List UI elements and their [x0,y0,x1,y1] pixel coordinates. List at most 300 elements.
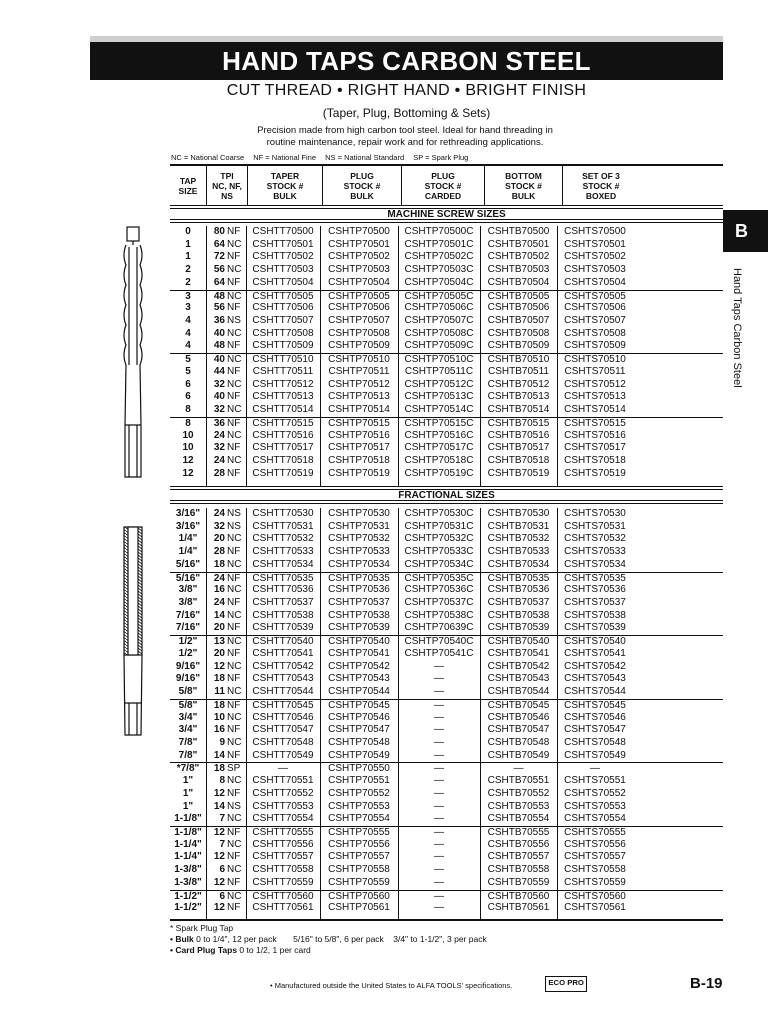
column-divider [557,508,558,919]
cell-tpi-type: NF [227,647,241,659]
cell-tpi-count: 80 [213,226,225,237]
cell-tap-size: 1/4" [178,533,198,545]
cell-taper-stock: CSHTT70508 [252,327,314,339]
cell-tpi-type: NC [227,378,242,390]
table-row [170,290,723,303]
taper-tap-illustration [118,225,148,485]
cell-tpi-count: 36 [213,315,225,327]
cell-tpi-count: 56 [213,302,225,314]
cell-tap-size: 12 [182,467,194,479]
cell-tpi [206,340,246,353]
cell-tpi-count: 48 [213,290,225,302]
cell-plug-bulk-stock: CSHTP70545 [328,699,390,711]
cell-set-stock: CSHTS70539 [564,622,626,634]
cell-tap-size: 3 [185,302,191,314]
table-row [170,839,723,852]
cell-plug-bulk-stock: CSHTP70501 [328,238,390,250]
cell-set-stock: CSHTS70532 [564,533,626,545]
cell-tpi [206,404,246,417]
abbr-ns: NS = National Standard [325,153,405,162]
cell-taper-stock: CSHTT70546 [252,711,314,723]
cell-tpi-type: NC [227,454,242,466]
cell-tap-size: 1" [182,775,194,787]
cell-set-stock: CSHTS70546 [564,711,626,723]
cell-plug-carded-stock: — [434,813,444,825]
cell-plug-carded-stock: CSHTP70514C [404,404,474,416]
cell-set-stock: CSHTS70554 [564,813,626,825]
table-row [170,788,723,801]
cell-tpi-type: SP [227,763,241,775]
cell-plug-carded-stock: CSHTP70503C [404,264,474,276]
table-row [170,584,723,597]
table-row [170,750,723,763]
cell-tap-size: 1 [185,251,191,263]
cell-bottom-stock: CSHTB70519 [487,467,550,479]
table-row [170,864,723,877]
cell-tap-size: 7/8" [178,749,198,761]
cell-set-stock: CSHTS70504 [564,276,626,288]
cell-plug-carded-stock: CSHTP70508C [404,327,474,339]
cell-bottom-stock: CSHTB70506 [487,302,550,314]
cell-plug-carded-stock: CSHTP70512C [404,378,474,390]
cell-set-stock: CSHTS70540 [564,636,626,648]
cell-plug-carded-stock: — [434,787,444,799]
cell-tpi-type: NF [227,365,241,377]
cell-plug-carded-stock: CSHTP70511C [404,365,474,377]
cell-tpi [206,724,246,737]
cell-tpi-type: NF [227,251,241,263]
table-row [170,442,723,455]
cell-plug-bulk-stock: CSHTP70554 [328,813,390,825]
cell-taper-stock: CSHTT70541 [252,647,314,659]
cell-bottom-stock: CSHTB70542 [487,660,550,672]
cell-tpi [206,597,246,610]
cell-bottom-stock: CSHTB70535 [487,572,550,584]
cell-plug-bulk-stock: CSHTP70553 [328,800,390,812]
cell-tap-size: 5/8" [178,686,198,698]
column-divider [480,226,481,486]
cell-bottom-stock: CSHTB70510 [487,354,550,366]
section-side-label: Hand Taps Carbon Steel [731,268,743,388]
table-bottom-rule [170,919,723,921]
cell-plug-bulk-stock: CSHTP70514 [328,404,390,416]
cell-tpi [206,763,246,775]
section-title: FRACTIONAL SIZES [170,489,723,501]
cell-taper-stock: CSHTT70507 [252,315,314,327]
table-row [170,699,723,712]
cell-tpi [206,661,246,674]
cell-plug-carded-stock: — [434,890,444,902]
cell-tpi-type: NF [227,302,241,314]
cell-tpi [206,442,246,455]
cell-plug-carded-stock: CSHTP70535C [404,572,474,584]
cell-tpi-count: 18 [213,673,225,685]
cell-set-stock: CSHTS70547 [564,724,626,736]
cell-set-stock: CSHTS70551 [564,775,626,787]
cell-tpi-type: NC [227,429,242,441]
cell-taper-stock: CSHTT70513 [252,391,314,403]
cell-taper-stock: CSHTT70536 [252,584,314,596]
cell-tpi [206,622,246,635]
cell-bottom-stock: CSHTB70533 [487,546,550,558]
cell-tpi [206,546,246,559]
cell-taper-stock: CSHTT70515 [252,417,314,429]
cell-tap-size: 1 [185,238,191,250]
cell-plug-carded-stock: CSHTP70505C [404,290,474,302]
cell-bottom-stock: CSHTB70508 [487,327,550,339]
section-title: MACHINE SCREW SIZES [170,208,723,220]
cell-set-stock: CSHTS70530 [564,508,626,519]
fractional-rows [170,508,723,915]
cell-bottom-stock: CSHTB70538 [487,609,550,621]
cell-plug-carded-stock: CSHTP70518C [404,454,474,466]
cell-tap-size: 4 [185,327,191,339]
cell-bottom-stock: CSHTB70537 [487,597,550,609]
cell-plug-bulk-stock: CSHTP70542 [328,660,390,672]
cell-taper-stock: CSHTT70511 [252,365,314,377]
table-row [170,661,723,674]
cell-tap-size: 10 [182,442,194,454]
cell-taper-stock: CSHTT70519 [252,467,314,479]
cell-tpi [206,686,246,699]
cell-taper-stock: CSHTT70559 [252,876,314,888]
cell-tpi-count: 28 [213,467,225,479]
cell-plug-carded-stock: CSHTP70538C [404,609,474,621]
cell-set-stock: CSHTS70519 [564,467,626,479]
table-row [170,302,723,315]
cell-plug-bulk-stock: CSHTP70543 [328,673,390,685]
cell-taper-stock: CSHTT70545 [252,699,314,711]
cell-tpi-type: NC [227,864,242,876]
cell-tpi-count: 8 [219,775,225,787]
cell-bottom-stock: CSHTB70556 [487,838,550,850]
cell-taper-stock: CSHTT70557 [252,851,314,863]
cell-tpi-count: 64 [213,276,225,288]
cell-plug-carded-stock: — [434,711,444,723]
cell-plug-carded-stock: — [434,673,444,685]
cell-tap-size: 1/4" [178,546,198,558]
cell-tap-size: 4 [185,340,191,352]
cell-tpi-type: NF [227,391,241,403]
cell-plug-carded-stock: — [434,699,444,711]
section-tab: B [723,210,768,252]
cell-tpi-count: 18 [213,699,225,711]
cell-plug-carded-stock: — [434,800,444,812]
cell-set-stock: CSHTS70556 [564,838,626,850]
cell-plug-carded-stock: CSHTP70532C [404,533,474,545]
cell-tpi-type: NS [227,800,241,812]
cell-bottom-stock: CSHTB70534 [487,558,550,570]
cell-taper-stock: CSHTT70543 [252,673,314,685]
cell-tpi [206,801,246,814]
cell-plug-carded-stock: CSHTP70507C [404,315,474,327]
cell-plug-bulk-stock: CSHTP70512 [328,378,390,390]
cell-plug-bulk-stock: CSHTP70541 [328,647,390,659]
cell-set-stock: CSHTS70512 [564,378,626,390]
section-header-fractional [170,486,723,504]
cell-taper-stock: CSHTT70510 [252,354,314,366]
table-row [170,737,723,750]
cell-plug-carded-stock: CSHTP70531C [404,520,474,532]
cell-tpi-count: 10 [213,711,225,723]
cell-plug-bulk-stock: CSHTP70515 [328,417,390,429]
cell-taper-stock: CSHTT70531 [252,520,314,532]
cell-taper-stock: CSHTT70548 [252,736,314,748]
cell-bottom-stock: CSHTB70544 [487,686,550,698]
cell-bottom-stock: CSHTB70559 [487,876,550,888]
cell-set-stock: CSHTS70533 [564,546,626,558]
cell-tpi-type: NF [227,622,241,634]
cell-tpi-count: 14 [213,609,225,621]
cell-tap-size: 8 [185,404,191,416]
cell-taper-stock: CSHTT70504 [252,276,314,288]
table-row [170,546,723,559]
cell-tpi-count: 18 [213,763,225,775]
cell-bottom-stock: CSHTB70552 [487,787,550,799]
cell-plug-carded-stock: — [434,686,444,698]
cell-tpi [206,354,246,366]
cell-plug-bulk-stock: CSHTP70517 [328,442,390,454]
cell-taper-stock: CSHTT70532 [252,533,314,545]
cell-tap-size: 5/8" [178,699,198,711]
cell-plug-bulk-stock: CSHTP70548 [328,736,390,748]
cell-plug-bulk-stock: CSHTP70500 [328,226,390,237]
cell-tap-size: 1/2" [178,636,198,648]
cell-plug-bulk-stock: CSHTP70502 [328,251,390,263]
cell-taper-stock: CSHTT70533 [252,546,314,558]
cell-bottom-stock: CSHTB70514 [487,404,550,416]
cell-taper-stock: CSHTT70551 [252,775,314,787]
cell-tpi-count: 40 [213,391,225,403]
cell-set-stock: CSHTS70549 [564,749,626,761]
cell-set-stock: CSHTS70545 [564,699,626,711]
cell-plug-bulk-stock: CSHTP70538 [328,609,390,621]
cell-plug-bulk-stock: CSHTP70506 [328,302,390,314]
page-subtitle: CUT THREAD • RIGHT HAND • BRIGHT FINISH [226,82,587,99]
cell-tpi [206,251,246,264]
cell-plug-bulk-stock: CSHTP70557 [328,851,390,863]
cell-tap-size: 1-1/2" [174,890,202,902]
cell-tpi-type: NC [227,686,242,698]
cell-tap-size: 1-3/8" [174,864,202,876]
cell-tpi-type: NC [227,711,242,723]
table-row [170,417,723,430]
page-number: B-19 [690,975,723,992]
table-row [170,559,723,572]
cell-bottom-stock: CSHTB70543 [487,673,550,685]
cell-tpi-type: NC [227,813,242,825]
cell-tpi [206,468,246,481]
cell-set-stock: CSHTS70557 [564,851,626,863]
cell-tpi [206,891,246,903]
table-row [170,610,723,623]
cell-set-stock: CSHTS70531 [564,520,626,532]
cell-taper-stock: CSHTT70544 [252,686,314,698]
cell-plug-carded-stock: CSHTP70500C [404,226,474,237]
cell-tpi [206,610,246,623]
cell-tpi-count: 32 [213,378,225,390]
cell-bottom-stock: CSHTB70554 [487,813,550,825]
table-row [170,877,723,890]
cell-bottom-stock: CSHTB70511 [488,365,549,377]
table-row [170,686,723,699]
cell-tpi-count: 32 [213,520,225,532]
cell-set-stock: CSHTS70561 [564,902,626,914]
cell-tpi [206,864,246,877]
cell-plug-carded-stock: — [434,724,444,736]
cell-tpi [206,559,246,572]
cell-set-stock: CSHTS70558 [564,864,626,876]
table-row [170,521,723,534]
plug-tap-illustration [118,525,148,740]
cell-plug-carded-stock: — [434,838,444,850]
cell-tpi [206,521,246,534]
cell-bottom-stock: CSHTB70561 [487,902,550,914]
cell-tpi [206,648,246,661]
cell-plug-bulk-stock: CSHTP70537 [328,597,390,609]
cell-plug-bulk-stock: CSHTP70546 [328,711,390,723]
table-row [170,813,723,826]
table-row [170,455,723,468]
cell-set-stock: CSHTS70514 [564,404,626,416]
cell-set-stock: CSHTS70506 [564,302,626,314]
table-header [170,166,723,205]
cell-taper-stock: CSHTT70537 [252,597,314,609]
table-row [170,328,723,341]
cell-plug-bulk-stock: CSHTP70555 [328,826,390,838]
cell-plug-bulk-stock: CSHTP70544 [328,686,390,698]
cell-tap-size: 1-3/8" [174,876,202,888]
cell-plug-carded-stock: — [434,851,444,863]
cell-tpi [206,418,246,430]
cell-plug-carded-stock: — [434,660,444,672]
cell-set-stock: CSHTS70511 [564,365,626,377]
cell-tpi-type: NC [227,775,242,787]
table-row [170,673,723,686]
cell-plug-bulk-stock: CSHTP70508 [328,327,390,339]
cell-tpi-type: NC [227,327,242,339]
cell-plug-bulk-stock: CSHTP70552 [328,787,390,799]
cell-tpi-count: 64 [213,238,225,250]
cell-tpi-type: NC [227,584,242,596]
cell-tpi-count: 6 [219,890,225,902]
cell-tpi-type: NC [227,238,242,250]
cell-plug-carded-stock: CSHTP70502C [404,251,474,263]
cell-set-stock: CSHTS70503 [564,264,626,276]
table-row [170,890,723,903]
cell-tpi-type: NS [227,315,241,327]
cell-bottom-stock: CSHTB70546 [487,711,550,723]
cell-tpi-type: NF [227,417,241,429]
footnotes [170,923,487,956]
table-row [170,251,723,264]
cell-taper-stock: CSHTT70552 [252,787,314,799]
cell-taper-stock: CSHTT70547 [252,724,314,736]
cell-set-stock: CSHTS70538 [564,609,626,621]
cell-set-stock: CSHTS70516 [564,429,626,441]
cell-bottom-stock: CSHTB70530 [487,508,550,519]
cell-plug-carded-stock: CSHTP70537C [404,597,474,609]
table-row [170,239,723,252]
header-tap-size: TAP SIZE [170,166,207,205]
cell-tap-size: 5 [185,365,191,377]
cell-tap-size: 3 [185,290,191,302]
cell-tpi [206,584,246,597]
cell-set-stock: CSHTS70500 [564,226,626,237]
cell-set-stock: CSHTS70508 [564,327,626,339]
cell-set-stock: CSHTS70542 [564,660,626,672]
cell-tpi-count: 32 [213,442,225,454]
cell-set-stock: CSHTS70544 [564,686,626,698]
cell-tap-size: 7/8" [178,736,198,748]
cell-taper-stock: CSHTT70554 [252,813,314,825]
cell-bottom-stock: CSHTB70548 [487,736,550,748]
cell-tap-size: 3/16" [175,508,201,519]
cell-taper-stock: CSHTT70506 [252,302,314,314]
cell-bottom-stock: CSHTB70516 [487,429,550,441]
cell-plug-bulk-stock: CSHTP70532 [328,533,390,545]
cell-plug-carded-stock: CSHTP70534C [404,558,474,570]
table-row [170,597,723,610]
cell-plug-bulk-stock: CSHTP70531 [328,520,390,532]
cell-plug-bulk-stock: CSHTP70513 [328,391,390,403]
cell-bottom-stock: CSHTB70553 [487,800,550,812]
cell-plug-bulk-stock: CSHTP70550 [328,763,390,775]
cell-plug-bulk-stock: CSHTP70511 [328,365,390,377]
cell-tpi-type: NF [227,699,241,711]
cell-taper-stock: CSHTT70518 [252,454,314,466]
cell-set-stock: CSHTS70536 [564,584,626,596]
cell-bottom-stock: CSHTB70539 [487,622,550,634]
table-row [170,762,723,775]
column-divider [480,508,481,919]
cell-tpi-count: 40 [213,327,225,339]
cell-tpi [206,315,246,328]
cell-tap-size: 0 [185,226,191,237]
cell-tpi [206,636,246,648]
cell-plug-bulk-stock: CSHTP70509 [328,340,390,352]
cell-plug-carded-stock: CSHTP70639C [404,622,474,634]
cell-plug-bulk-stock: CSHTP70540 [328,636,390,648]
table-row [170,353,723,366]
cell-tpi-type: NF [227,724,241,736]
cell-tpi-count: 12 [213,660,225,672]
cell-taper-stock: CSHTT70503 [252,264,314,276]
cell-tpi-count: 16 [213,584,225,596]
cell-tpi-type: NF [227,826,241,838]
cell-plug-bulk-stock: CSHTP70561 [328,902,390,914]
cell-taper-stock: CSHTT70509 [252,340,314,352]
cell-tap-size: 3/16" [175,520,201,532]
cell-tpi-count: 16 [213,724,225,736]
cell-bottom-stock: CSHTB70547 [487,724,550,736]
cell-bottom-stock: CSHTB70531 [487,520,550,532]
header-tpi: TPI NC, NF, NS [207,166,248,205]
cell-tpi-count: 12 [213,902,225,914]
table-row [170,391,723,404]
header-set: SET OF 3 STOCK # BOXED [582,170,620,201]
cell-tap-size: 3/8" [178,584,198,596]
cell-taper-stock: CSHTT70560 [252,890,314,902]
cell-tpi-count: 44 [213,365,225,377]
header-plug-carded: PLUG STOCK # CARDED [402,166,485,205]
abbr-nf: NF = National Fine [253,153,317,162]
cell-set-stock: CSHTS70509 [564,340,626,352]
cell-set-stock: CSHTS70501 [564,238,626,250]
cell-taper-stock: — [278,763,288,775]
cell-bottom-stock: CSHTB70555 [487,826,550,838]
cell-bottom-stock: CSHTB70502 [487,251,550,263]
